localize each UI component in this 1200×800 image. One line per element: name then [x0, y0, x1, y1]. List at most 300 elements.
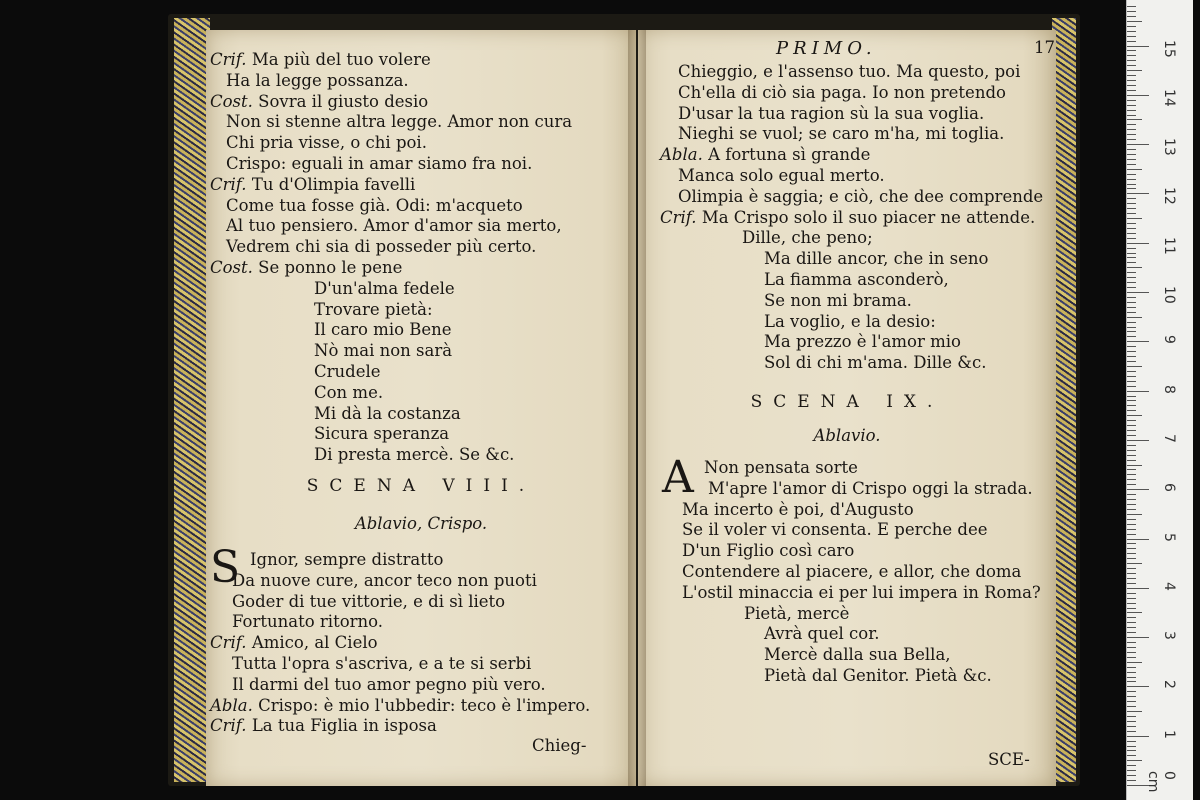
verse-text: Non si stenne altra legge. Amor non cura	[226, 112, 573, 132]
ruler-tick	[1127, 105, 1136, 106]
drop-capital: A	[662, 452, 694, 503]
ruler-tick	[1127, 622, 1136, 623]
verse-line	[314, 445, 514, 465]
ruler-tick	[1127, 174, 1136, 175]
ruler-tick	[1127, 445, 1136, 446]
ruler-tick	[1127, 529, 1136, 530]
ruler-tick	[1127, 662, 1142, 663]
speaker-label: Crif.	[660, 207, 697, 227]
ruler-tick	[1127, 583, 1136, 584]
ruler-tick	[1127, 50, 1136, 51]
verse-text: Ch'ella di ciò sia paga. Io non pretendo	[678, 82, 1006, 102]
ruler-tick	[1127, 578, 1136, 579]
ruler-tick	[1127, 425, 1136, 426]
verse-text: Al tuo pensiero. Amor d'amor sia merto,	[226, 216, 562, 236]
ruler-tick	[1127, 179, 1136, 180]
verse-text: Con me.	[314, 382, 384, 402]
ruler-tick	[1127, 741, 1136, 742]
verse-line	[682, 541, 854, 561]
verse-line	[232, 675, 546, 695]
ruler-number: 6	[1161, 483, 1177, 493]
verse-line	[314, 341, 452, 361]
verse-line	[682, 520, 987, 540]
ruler-tick	[1127, 593, 1136, 594]
verse-text: Ma dille ancor, che in seno	[764, 249, 989, 269]
verse-line	[704, 458, 858, 478]
ruler-tick	[1127, 302, 1136, 303]
verse-line	[210, 50, 431, 70]
ruler-tick	[1127, 765, 1136, 766]
ruler-number: 11	[1161, 236, 1177, 255]
verse-text: Mi dà la costanza	[314, 403, 461, 423]
ruler-tick	[1127, 617, 1136, 618]
verse-text: Mercè dalla sua Bella,	[764, 645, 951, 665]
ruler-tick	[1127, 253, 1136, 254]
verse-line	[764, 291, 912, 311]
ruler-tick	[1127, 85, 1136, 86]
verse-line	[232, 654, 531, 674]
speaker-label: Cost.	[210, 258, 253, 277]
ruler-tick	[1127, 603, 1136, 604]
ruler-tick	[1127, 100, 1136, 101]
verse-line	[764, 353, 986, 373]
right-page	[638, 30, 1056, 786]
ruler-tick	[1127, 371, 1136, 372]
verse-text: Olimpia è saggia; e ciò, che dee comprende	[678, 186, 1044, 206]
ruler-tick	[1127, 238, 1136, 239]
ruler-tick	[1127, 509, 1136, 510]
ruler-tick	[1127, 322, 1136, 323]
ruler-tick	[1127, 11, 1136, 12]
ruler-tick	[1127, 760, 1142, 761]
verse-text: A fortuna sì grande	[708, 145, 871, 165]
ruler-tick	[1127, 465, 1142, 466]
ruler-tick	[1127, 110, 1136, 111]
ruler-tick	[1127, 677, 1136, 678]
speaker-label: Crif.	[210, 50, 247, 69]
ruler-tick	[1127, 750, 1136, 751]
ruler-tick	[1127, 277, 1136, 278]
measuring-ruler	[1126, 0, 1193, 800]
ruler-tick	[1127, 415, 1142, 416]
ruler-tick	[1127, 282, 1136, 283]
verse-line	[232, 592, 505, 612]
verse-line	[210, 258, 402, 278]
verse-text: Ha la legge possanza.	[226, 70, 409, 90]
ruler-tick	[1127, 726, 1136, 727]
verse-line	[682, 562, 1021, 582]
verse-line	[742, 228, 873, 248]
ruler-tick	[1127, 721, 1136, 722]
ruler-tick	[1127, 336, 1136, 337]
ruler-tick	[1127, 188, 1136, 189]
verse-text: Dille, che peno;	[742, 228, 873, 248]
verse-text: Tu d'Olimpia favelli	[251, 174, 416, 194]
catchword: SCE-	[988, 750, 1030, 769]
left-page	[206, 30, 636, 786]
verse-line	[764, 666, 992, 686]
ruler-tick	[1127, 346, 1136, 347]
ruler-tick	[1127, 558, 1136, 559]
verse-text: Ma prezzo è l'amor mio	[764, 332, 961, 352]
verse-text: D'un'alma fedele	[314, 278, 455, 298]
ruler-tick	[1127, 144, 1149, 145]
ruler-tick	[1127, 257, 1136, 258]
scene-heading: SCENA IX.	[750, 392, 944, 412]
ruler-tick	[1127, 469, 1136, 470]
ruler-tick	[1127, 489, 1149, 490]
ruler-tick	[1127, 272, 1136, 273]
ruler-tick	[1127, 450, 1136, 451]
ruler-tick	[1127, 484, 1136, 485]
ruler-tick	[1127, 711, 1142, 712]
ruler-tick	[1127, 573, 1136, 574]
ruler-tick	[1127, 548, 1136, 549]
verse-text: Pietà dal Genitor. Pietà &c.	[764, 666, 992, 685]
verse-text: Contendere al piacere, e allor, che doma	[682, 562, 1022, 581]
catchword: Chieg-	[532, 736, 587, 755]
ruler-tick	[1127, 514, 1142, 515]
ruler-tick	[1127, 351, 1136, 352]
ruler-tick	[1127, 460, 1136, 461]
verse-line	[764, 332, 961, 352]
ruler-tick	[1127, 60, 1136, 61]
ruler-tick	[1127, 307, 1136, 308]
ruler-tick	[1127, 139, 1136, 140]
ruler-tick	[1127, 563, 1142, 564]
verse-line	[314, 362, 381, 382]
ruler-tick	[1127, 361, 1136, 362]
ruler-tick	[1127, 553, 1136, 554]
verse-line	[210, 175, 415, 195]
ruler-unit-label: 0 cm	[1145, 771, 1177, 793]
ruler-tick	[1127, 667, 1136, 668]
verse-text: Di presta mercè. Se &c.	[314, 445, 515, 465]
ruler-tick	[1127, 780, 1136, 781]
ruler-tick	[1127, 612, 1142, 613]
verse-text: Nieghi se vuol; se caro m'ha, mi toglia.	[678, 124, 1005, 144]
ruler-tick	[1127, 608, 1136, 609]
ruler-tick	[1127, 410, 1136, 411]
verse-line	[314, 300, 433, 320]
verse-line	[210, 716, 437, 736]
verse-line	[708, 479, 1033, 499]
ruler-number: 8	[1161, 384, 1177, 394]
ruler-number: 3	[1161, 631, 1177, 641]
page-number: 17	[1034, 38, 1055, 57]
verse-line	[660, 145, 870, 165]
verse-text: La voglio, e la desio:	[764, 311, 936, 331]
ruler-tick	[1127, 405, 1136, 406]
verse-line	[232, 571, 537, 591]
verse-line	[226, 154, 532, 174]
ruler-tick	[1127, 376, 1136, 377]
ruler-tick	[1127, 129, 1136, 130]
ruler-tick	[1127, 159, 1136, 160]
verse-line	[210, 633, 378, 653]
verse-text: La fiamma asconderò,	[764, 270, 949, 289]
ruler-tick	[1127, 701, 1136, 702]
ruler-tick	[1127, 297, 1136, 298]
ruler-tick	[1127, 233, 1136, 234]
ruler-tick	[1127, 184, 1136, 185]
ruler-tick	[1127, 198, 1136, 199]
ruler-tick	[1127, 95, 1149, 96]
verse-text: D'un Figlio così caro	[682, 541, 855, 561]
verse-text: Fortunato ritorno.	[232, 612, 384, 632]
ruler-tick	[1127, 386, 1136, 387]
ruler-tick	[1127, 124, 1136, 125]
verse-text: Se il voler vi consenta. E perche dee	[682, 520, 988, 540]
verse-text: Chieggio, e l'assenso tuo. Ma questo, poi	[678, 62, 1021, 81]
ruler-tick	[1127, 366, 1142, 367]
verse-text: Da nuove cure, ancor teco non puoti	[232, 570, 537, 590]
verse-text: Chi pria visse, o chi poi.	[226, 133, 427, 153]
ruler-tick	[1127, 435, 1136, 436]
verse-line	[226, 237, 536, 257]
ruler-tick	[1127, 381, 1136, 382]
ruler-tick	[1127, 75, 1136, 76]
ruler-tick	[1127, 731, 1136, 732]
ruler-tick	[1127, 26, 1136, 27]
verse-line	[314, 383, 383, 403]
verse-line	[678, 166, 885, 186]
verse-text: D'usar la tua ragion sù la sua voglia.	[678, 103, 985, 123]
ruler-number: 9	[1161, 335, 1177, 345]
verse-text: L'ostil minaccia ei per lui impera in Roma?	[682, 582, 1041, 602]
ruler-tick	[1127, 218, 1142, 219]
ruler-tick	[1127, 686, 1149, 687]
verse-line	[210, 696, 590, 716]
speaker-label: Crif.	[210, 633, 247, 653]
ruler-tick	[1127, 657, 1136, 658]
scene-persons: Ablavio.	[813, 426, 881, 445]
ruler-tick	[1127, 312, 1136, 313]
verse-text: Ma Crispo solo il suo piacer ne attende.	[701, 207, 1036, 227]
verse-text: Sol di chi m'ama. Dille &c.	[764, 353, 987, 373]
ruler-tick	[1127, 65, 1136, 66]
ruler-tick	[1127, 696, 1136, 697]
verse-line	[232, 612, 383, 632]
verse-line	[682, 500, 914, 520]
speaker-label: Cost.	[210, 91, 253, 111]
verse-line	[678, 83, 1006, 103]
verse-text: Crudele	[314, 362, 381, 381]
drop-capital: S	[210, 542, 241, 593]
verse-line	[314, 279, 455, 299]
ruler-number: 1	[1161, 729, 1177, 739]
verse-line	[314, 424, 449, 444]
speaker-label: Crif.	[210, 174, 247, 194]
ruler-tick	[1127, 440, 1149, 441]
ruler-tick	[1127, 55, 1136, 56]
ruler-tick	[1127, 154, 1136, 155]
verse-text: Ignor, sempre distratto	[250, 550, 444, 569]
verse-line	[210, 92, 428, 112]
verse-text: Crispo: è mio l'ubbedir: teco è l'impero.	[258, 695, 591, 715]
verse-line	[682, 583, 1041, 603]
scene-heading: SCENA VIII.	[306, 476, 536, 496]
ruler-tick	[1127, 691, 1136, 692]
verse-text: M'apre l'amor di Crispo oggi la strada.	[708, 478, 1033, 498]
ruler-number: 15	[1161, 39, 1177, 58]
ruler-tick	[1127, 479, 1136, 480]
ruler-tick	[1127, 119, 1142, 120]
verse-line	[678, 124, 1004, 144]
ruler-tick	[1127, 716, 1136, 717]
verse-text: Tutta l'opra s'ascriva, e a te si serbi	[232, 654, 532, 673]
ruler-tick	[1127, 568, 1136, 569]
ruler-tick	[1127, 292, 1149, 293]
verse-line	[764, 645, 951, 665]
ruler-tick	[1127, 642, 1136, 643]
verse-text: Non pensata sorte	[704, 458, 858, 477]
scene-persons: Ablavio, Crispo.	[354, 514, 488, 533]
verse-text: Se non mi brama.	[764, 290, 912, 310]
ruler-tick	[1127, 213, 1136, 214]
ruler-tick	[1127, 193, 1149, 194]
ruler-tick	[1127, 391, 1149, 392]
ruler-tick	[1127, 164, 1136, 165]
ruler-tick	[1127, 770, 1136, 771]
ruler-tick	[1127, 331, 1136, 332]
ruler-number: 12	[1161, 187, 1177, 206]
running-head: PRIMO.	[776, 38, 877, 59]
ruler-number: 7	[1161, 433, 1177, 443]
ruler-tick	[1127, 21, 1142, 22]
ruler-tick	[1127, 90, 1136, 91]
ruler-tick	[1127, 652, 1136, 653]
verse-line	[744, 604, 849, 624]
ruler-tick	[1127, 543, 1136, 544]
ruler-tick	[1127, 775, 1136, 776]
ruler-tick	[1127, 588, 1149, 589]
ruler-tick	[1127, 327, 1136, 328]
ruler-tick	[1127, 632, 1136, 633]
ruler-tick	[1127, 267, 1142, 268]
verse-text: Crispo: eguali in amar siamo fra noi.	[226, 154, 533, 173]
ruler-tick	[1127, 524, 1136, 525]
verse-line	[226, 112, 572, 132]
verse-text: Come tua fosse già. Odi: m'acqueto	[226, 195, 523, 215]
verse-text: Goder di tue vittorie, e di sì lieto	[232, 591, 506, 611]
ruler-tick	[1127, 755, 1136, 756]
ruler-tick	[1127, 519, 1136, 520]
verse-text: Ma più del tuo volere	[251, 50, 431, 69]
ruler-tick	[1127, 248, 1136, 249]
speaker-label: Abla.	[210, 695, 253, 715]
verse-text: Sicura speranza	[314, 424, 450, 444]
ruler-tick	[1127, 637, 1149, 638]
ruler-number: 10	[1161, 286, 1177, 304]
ruler-tick	[1127, 356, 1136, 357]
ruler-tick	[1127, 317, 1142, 318]
ruler-tick	[1127, 627, 1136, 628]
ruler-number: 2	[1161, 680, 1177, 690]
ruler-tick	[1127, 46, 1149, 47]
ruler-tick	[1127, 208, 1136, 209]
ruler-tick	[1127, 420, 1136, 421]
verse-text: La tua Figlia in isposa	[251, 716, 437, 736]
ruler-tick	[1127, 243, 1149, 244]
ruler-number: 13	[1161, 138, 1177, 156]
verse-line	[314, 404, 461, 424]
ruler-tick	[1127, 647, 1136, 648]
verse-text: Sovra il giusto desio	[258, 91, 429, 111]
verse-text: Se ponno le pene	[258, 258, 403, 277]
ruler-tick	[1127, 474, 1136, 475]
verse-line	[660, 208, 1035, 228]
ruler-number: 5	[1161, 532, 1177, 542]
verse-text: Avrà quel cor.	[764, 624, 880, 644]
verse-line	[764, 312, 936, 332]
verse-line	[226, 196, 523, 216]
verse-text: Ma incerto è poi, d'Augusto	[682, 499, 914, 519]
speaker-label: Crif.	[210, 716, 247, 736]
ruler-tick	[1127, 203, 1136, 204]
verse-text: Nò mai non sarà	[314, 341, 453, 361]
verse-text: Trovare pietà:	[314, 299, 433, 319]
ruler-tick	[1127, 149, 1136, 150]
ruler-tick	[1127, 539, 1149, 540]
ruler-tick	[1127, 80, 1136, 81]
ruler-tick	[1127, 494, 1136, 495]
verse-text: Il darmi del tuo amor pegno più vero.	[232, 674, 546, 694]
ruler-tick	[1127, 16, 1136, 17]
verse-text: Amico, al Cielo	[251, 633, 378, 653]
ruler-tick	[1127, 706, 1136, 707]
verse-text: Manca solo egual merto.	[678, 166, 885, 185]
open-book	[168, 14, 1080, 786]
verse-text: Il caro mio Bene	[314, 320, 452, 340]
ruler-tick	[1127, 672, 1136, 673]
ruler-tick	[1127, 681, 1136, 682]
ruler-tick	[1127, 430, 1136, 431]
ruler-tick	[1127, 228, 1136, 229]
ruler-tick	[1127, 134, 1136, 135]
ruler-tick	[1127, 262, 1136, 263]
ruler-tick	[1127, 6, 1136, 7]
verse-text: Vedrem chi sia di posseder più certo.	[226, 237, 537, 257]
ruler-tick	[1127, 534, 1136, 535]
verse-line	[250, 550, 443, 570]
ruler-tick	[1127, 70, 1142, 71]
ruler-tick	[1127, 223, 1136, 224]
verse-line	[226, 133, 427, 153]
verse-line	[678, 62, 1020, 82]
ruler-tick	[1127, 31, 1136, 32]
ruler-tick	[1127, 115, 1136, 116]
verse-line	[226, 71, 409, 91]
verse-text: Pietà, mercè	[744, 603, 850, 623]
ruler-number: 14	[1161, 88, 1177, 107]
ruler-tick	[1127, 41, 1136, 42]
ruler-tick	[1127, 169, 1142, 170]
verse-line	[226, 216, 562, 236]
ruler-tick	[1127, 736, 1149, 737]
ruler-tick	[1127, 396, 1136, 397]
ruler-tick	[1127, 499, 1136, 500]
verse-line	[678, 187, 1043, 207]
ruler-tick	[1127, 341, 1149, 342]
ruler-tick	[1127, 400, 1136, 401]
speaker-label: Abla.	[660, 145, 703, 165]
ruler-tick	[1127, 746, 1136, 747]
ruler-number: 4	[1161, 581, 1177, 591]
ruler-tick	[1127, 504, 1136, 505]
verse-line	[764, 270, 949, 290]
ruler-tick	[1127, 598, 1136, 599]
